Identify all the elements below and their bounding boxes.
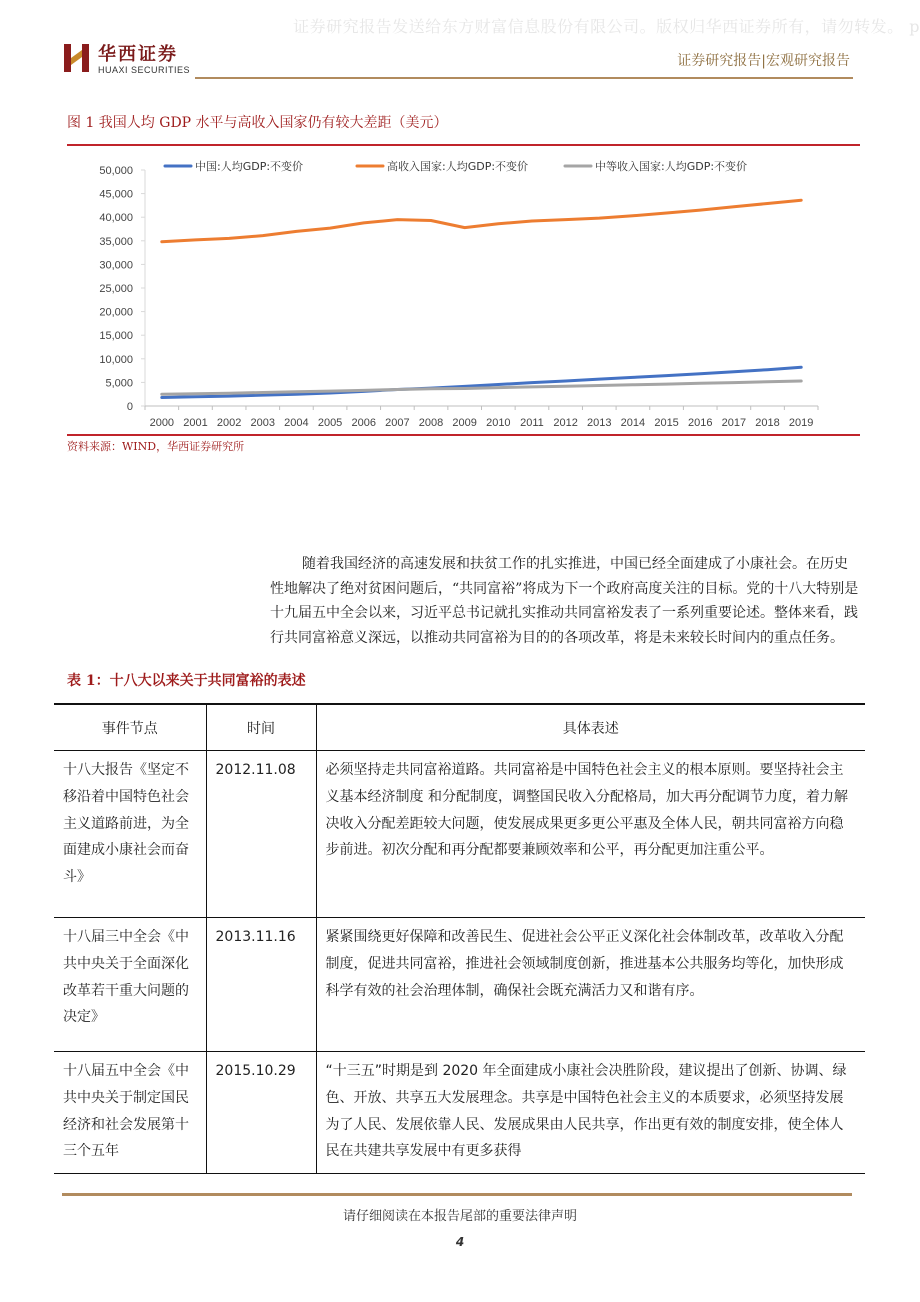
logo-text-cn: 华西证券 [98, 44, 178, 65]
header-event: 事件节点 [54, 704, 206, 751]
x-tick-label: 2013 [587, 417, 612, 429]
y-tick-label: 5,000 [105, 377, 133, 390]
y-tick-label: 0 [126, 401, 133, 413]
body-paragraph-text: 随着我国经济的高速发展和扶贫工作的扎实推进，中国已经全面建成了小康社会。在历史性地解决了绝对贫困问题后，“共同富裕”将成为下一个政府高度关注的目标。党的十八大特别是十九届五中全会以来，习近平总书记就扎实推动共同富裕发表了一系列重要论述。整体来看，践行共同富裕意义深远，以推动共同富裕为目的的各项改革，将是未来较长时间内的重点任务。 [270, 556, 859, 646]
huaxi-logo-icon [62, 40, 92, 74]
y-tick-label: 15,000 [99, 330, 133, 343]
table-header-row [54, 704, 865, 751]
x-tick-label: 2001 [183, 417, 208, 429]
cell-event: 十八届三中全会《中共中央关于全面深化改革若干重大问题的决定》 [54, 918, 206, 1052]
x-tick-label: 2016 [687, 417, 713, 429]
header-divider [195, 77, 853, 79]
x-tick-label: 2018 [755, 417, 780, 429]
y-tick-label: 35,000 [99, 235, 133, 248]
table-row [54, 1052, 865, 1174]
logo-text-en: HUAXI SECURITIES [98, 65, 191, 75]
figure-bottom-rule [67, 434, 860, 436]
x-tick-label: 2015 [654, 417, 679, 429]
y-tick-label: 40,000 [99, 212, 133, 225]
page-number: 4 [455, 1235, 465, 1249]
x-tick-label: 2017 [721, 417, 747, 429]
legend-label-1: 中国:人均GDP:不变价 [195, 160, 304, 173]
y-tick-label: 50,000 [99, 165, 133, 177]
legal-notice: 请仔细阅读在本报告尾部的重要法律声明 [342, 1209, 577, 1224]
cell-text: 必须坚持走共同富裕道路。共同富裕是中国特色社会主义的根本原则。要坚持社会主义基本经济制度 和分配制度，调整国民收入分配格局，加大再分配调节力度，着力解决收入分配差距较大问题，使发展成果更多更公平惠及全体人民，朝共同富裕方向稳步前进。初次分配和再分配都要兼顾效率和公平，再分配更加注重公平。 [316, 751, 865, 918]
x-tick-label: 2000 [149, 417, 175, 429]
x-tick-label: 2012 [553, 417, 578, 429]
x-tick-label: 2010 [486, 417, 511, 429]
legend-label-2: 高收入国家:人均GDP:不变价 [387, 160, 529, 173]
y-tick-label: 10,000 [99, 353, 133, 366]
cell-text: “十三五”时期是到 2020 年全面建成小康社会决胜阶段，建议提出了创新、协调、绿色、开放、共享五大发展理念。共享是中国特色社会主义的本质要求，必须坚持发展为了人民、发展依靠人民、发展成果由人民共享，作出更有效的制度安排，使全体人民在共建共享发展中有更多获得 [316, 1052, 865, 1174]
table-caption: 表 1：十八大以来关于共同富裕的表述 [67, 673, 306, 689]
cell-event: 十八届五中全会《中共中央关于制定国民经济和社会发展第十三个五年 [54, 1052, 206, 1174]
x-tick-label: 2003 [250, 417, 276, 429]
cell-event: 十八大报告《坚定不移沿着中国特色社会主义道路前进，为全面建成小康社会而奋斗》 [54, 751, 206, 918]
x-tick-label: 2006 [351, 417, 376, 429]
series-line-2 [162, 200, 801, 242]
y-tick-label: 30,000 [99, 259, 133, 272]
x-tick-label: 2004 [284, 417, 309, 429]
cell-date: 2012.11.08 [206, 751, 316, 918]
common-prosperity-table [54, 703, 865, 1174]
x-tick-label: 2005 [317, 417, 343, 429]
y-tick-label: 25,000 [99, 283, 133, 295]
x-tick-label: 2007 [385, 417, 410, 429]
figure-caption: 图 1 我国人均 GDP 水平与高收入国家仍有较大差距（美元） [67, 115, 448, 131]
series-line-3 [162, 381, 801, 394]
table-row [54, 751, 865, 918]
logo [62, 40, 192, 80]
header-text: 具体表述 [316, 704, 865, 751]
legend-label-3: 中等收入国家:人均GDP:不变价 [595, 160, 748, 173]
y-tick-label: 45,000 [99, 188, 133, 201]
cell-date: 2013.11.16 [206, 918, 316, 1052]
x-tick-label: 2019 [788, 417, 814, 429]
x-tick-label: 2014 [620, 417, 646, 429]
table-row [54, 918, 865, 1052]
figure-source: 资料来源：WIND，华西证券研究所 [67, 440, 245, 453]
gdp-line-chart [67, 146, 860, 434]
watermark: 证券研究报告发送给东方财富信息股份有限公司。版权归华西证券所有，请勿转发。 p [293, 17, 920, 36]
x-tick-label: 2008 [418, 417, 444, 429]
cell-text: 紧紧围绕更好保障和改善民生、促进社会公平正义深化社会体制改革，改革收入分配制度，促进共同富裕，推进社会领域制度创新，推进基本公共服务均等化，加快形成科学有效的社会治理体制，确保社会既充满活力又和谐有序。 [316, 918, 865, 1052]
report-category: 证券研究报告|宏观研究报告 [677, 53, 850, 69]
footer-divider [62, 1193, 852, 1196]
body-paragraph [270, 552, 860, 650]
y-tick-label: 20,000 [99, 306, 133, 319]
x-tick-label: 2009 [452, 417, 477, 429]
header-date: 时间 [206, 704, 316, 751]
x-tick-label: 2011 [520, 417, 544, 429]
cell-date: 2015.10.29 [206, 1052, 316, 1174]
x-tick-label: 2002 [216, 417, 242, 429]
